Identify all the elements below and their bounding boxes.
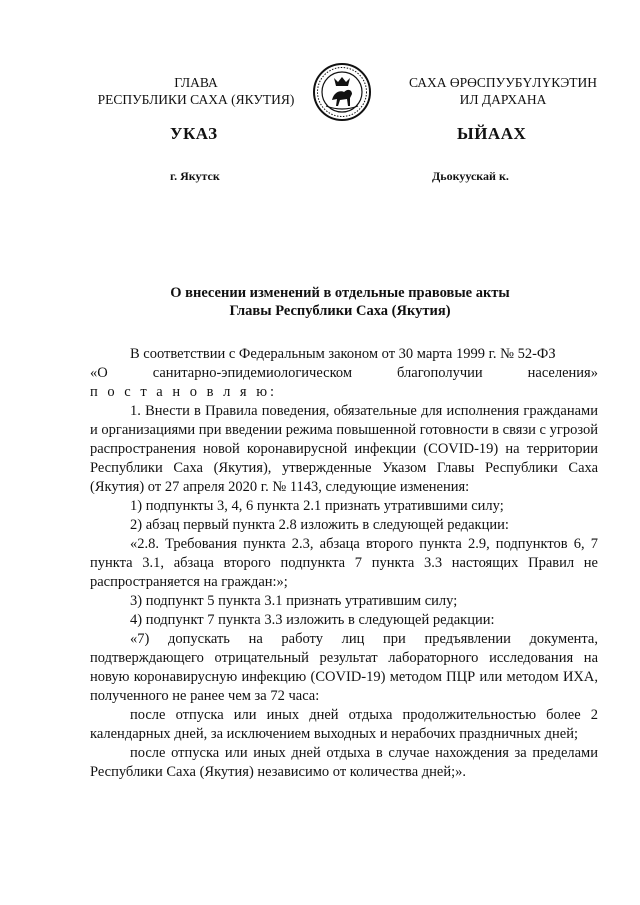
doc-type-sakha: ЫЙААХ: [457, 124, 527, 143]
paragraph-1: 1. Внести в Правила поведения, обязательные для исполнения гражданами и организациями при введении режима повышенной готовности в связи с угрозой распространения новой коронавирусной инфекции (COVID-19) на территории Республики Саха (Якутия), утвержденные Указом Главы Республики Саха (Якутия) от 27 апреля 2020 г. № 1143, следующие изменения:: [90, 403, 598, 495]
intro-word: благополучии: [397, 365, 483, 381]
intro-word: «О: [90, 365, 108, 381]
paragraph-3: 2) абзац первый пункта 2.8 изложить в следующей редакции:: [130, 517, 509, 533]
paragraph-2: 1) подпункты 3, 4, 6 пункта 2.1 признать утратившими силу;: [130, 498, 504, 514]
city-ru: г. Якутск: [170, 169, 220, 183]
paragraph-5: 3) подпункт 5 пункта 3.1 признать утратившим силу;: [130, 593, 458, 609]
decree-word: п о с т а н о в л я ю:: [90, 384, 278, 400]
header-right-line1: САХА ӨРӨСПУУБҮЛҮКЭТИН: [408, 75, 598, 90]
intro-line2: [90, 364, 598, 383]
paragraph-6: 4) подпункт 7 пункта 3.3 изложить в следующей редакции:: [130, 612, 495, 628]
document-title: [60, 284, 620, 320]
intro-word: населения»: [527, 365, 598, 381]
paragraph-9: после отпуска или иных дней отдыха в случае нахождения за пределами Республики Саха (Якутия) независимо от количества дней;».: [90, 745, 598, 780]
header-right-line2: ИЛ ДАРХАНА: [459, 92, 547, 107]
header-left: [80, 74, 312, 108]
title-line2: Главы Республики Саха (Якутия): [229, 303, 451, 319]
intro-word: санитарно-эпидемиологическом: [152, 365, 353, 381]
intro-line1: В соответствии с Федеральным законом от 30 марта 1999 г. № 52-ФЗ: [130, 346, 556, 362]
paragraph-7: «7) допускать на работу лиц при предъявлении документа, подтверждающего отрицательный результат лабораторного исследования на новую коронавирусную инфекцию (COVID-19) методом ПЦР или методом ИХА, полученного не ранее чем за 72 часа:: [90, 631, 598, 704]
title-line1: О внесении изменений в отдельные правовые акты: [170, 285, 510, 301]
doc-type-ru: УКАЗ: [170, 124, 218, 143]
header-left-line1: ГЛАВА: [174, 75, 218, 90]
header-left-line2: РЕСПУБЛИКИ САХА (ЯКУТИЯ): [97, 92, 295, 107]
header-right: [398, 74, 608, 108]
paragraph-8: после отпуска или иных дней отдыха продолжительностью более 2 календарных дней, за исключением выходных и нерабочих праздничных дней;: [90, 707, 598, 742]
document-body: [90, 345, 598, 782]
coat-of-arms-emblem: [312, 62, 372, 122]
city-sakha: Дьокуускай к.: [432, 169, 509, 183]
paragraph-4: «2.8. Требования пункта 2.3, абзаца второго пункта 2.9, подпунктов 6, 7 пункта 3.1, абзаца второго подпункта 7 пункта 3.3 настоящих Правил не распространяется на граждан:»;: [90, 536, 598, 590]
